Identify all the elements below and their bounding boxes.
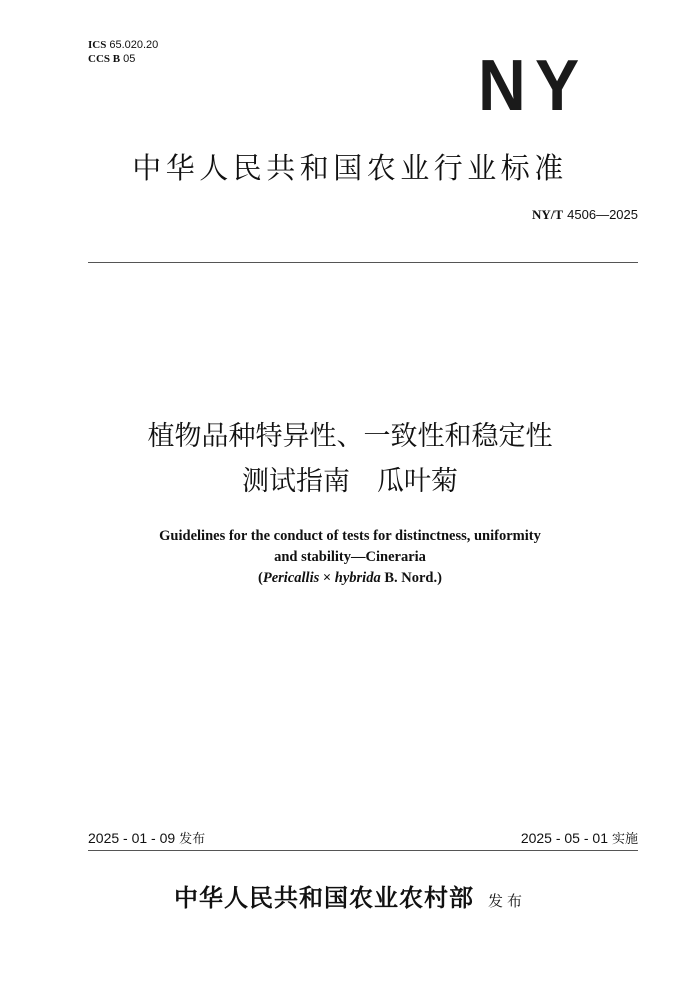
hybrid-cross: × [319,570,335,586]
ics-value: 65.020.20 [109,39,159,51]
publisher-action: 发布 [487,892,526,910]
publisher-name: 中华人民共和国农业农村部 [173,883,474,912]
ccs-line [88,52,158,66]
standard-code-number: 4506—2025 [567,207,638,222]
genus-name: Pericallis [262,570,320,586]
paren-close: ) [437,570,442,586]
top-divider [88,262,638,263]
chinese-title-line-1: 植物品种特异性、一致性和稳定性 [147,421,553,452]
paren-open: ( [258,570,263,586]
implementation-date-value: 2025 - 05 - 01 [520,830,608,846]
classification-block [88,38,158,66]
publisher [0,882,700,917]
bottom-divider [88,850,638,851]
issue-label: 发布 [179,832,206,847]
standard-code [532,207,638,223]
species-name: hybrida [334,570,381,586]
standard-code-prefix: NY/T [531,207,564,222]
issue-date-value: 2025 - 01 - 09 [88,830,176,846]
ics-label: ICS [88,39,107,51]
issue-date [88,828,205,847]
english-title-line-2: and stability—Cineraria [274,549,426,565]
english-title-line-1: Guidelines for the conduct of tests for distinctness, uniformity [159,528,541,544]
standard-type: 中华人民共和国农业行业标准 [132,151,568,185]
authority: B. Nord. [380,570,438,586]
english-title-line-3 [0,568,700,589]
ny-logo: NY [478,46,589,126]
ccs-label: CCS B [88,53,121,65]
implementation-label: 实施 [611,832,638,847]
ics-line [88,38,158,52]
implementation-date [521,828,638,847]
ccs-value: 05 [123,53,136,65]
chinese-title-line-2: 测试指南 瓜叶菊 [242,466,458,497]
